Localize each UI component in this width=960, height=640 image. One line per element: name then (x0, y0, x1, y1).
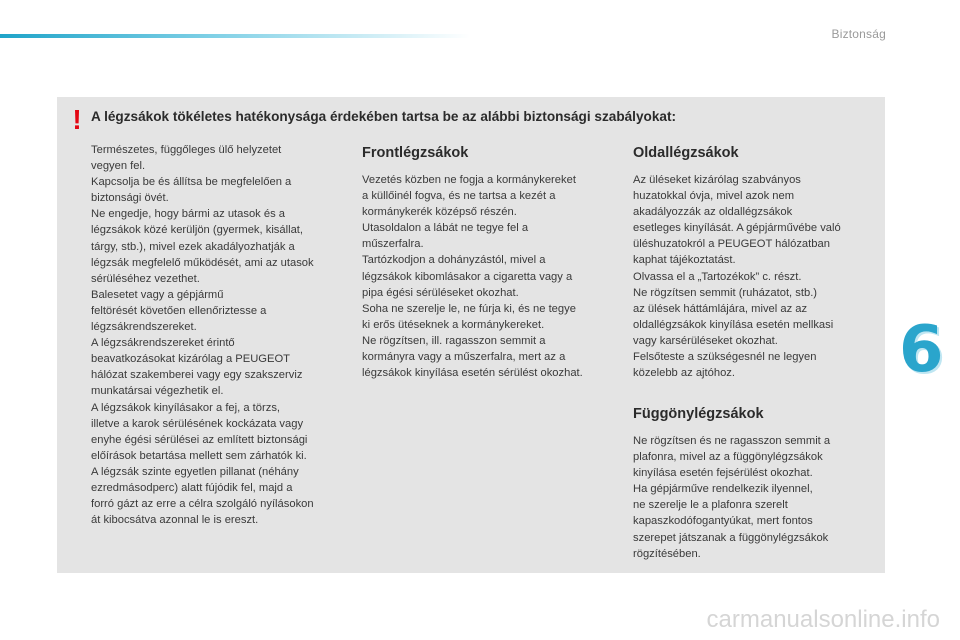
text-line: Ne engedje, hogy bármi az utasok és a (91, 208, 286, 221)
text-line: Az üléseket kizárólag szabványos (633, 174, 801, 186)
text-line: Kapcsolja be és állítsa be megfelelően a (91, 176, 292, 189)
text-line: oldallégzsákok kinyílása esetén mellkasi (633, 318, 834, 331)
text-line: sérüléséhez vezethet. (91, 272, 200, 285)
text-line: Soha ne szerelje le, ne fúrja ki, és ne tegye (362, 302, 576, 315)
curtain-airbags-section (633, 405, 873, 562)
text-line: plafonra, mivel az a függönylégzsákok (633, 451, 823, 464)
text-line: Utasoldalon a lábát ne tegye fel a (362, 222, 529, 235)
header-accent-rule (0, 34, 470, 38)
text-line: kapaszkodófogantyúkat, mert fontos (633, 515, 813, 528)
text-line: Olvassa el a „Tartozékok” c. részt. (633, 270, 802, 283)
panel-heading: A légzsákok tökéletes hatékonysága érdekében tartsa be az alábbi biztonsági szabályokat: (91, 109, 676, 124)
text-line: pipa égési sérüléseket okozhat. (362, 286, 519, 299)
text-line: légzsák megfelelő működését, ami az utasok (91, 256, 314, 269)
text-line: munkatársai végezhetik el. (91, 385, 224, 398)
text-line: Felsőteste a szükségesnél ne legyen (633, 351, 817, 364)
front-airbags-heading: Frontlégzsákok (362, 145, 469, 161)
text-line: szerepet játszanak a függönylégzsákok (633, 531, 829, 544)
text-line: beavatkozásokat kizárólag a PEUGEOT (91, 353, 290, 366)
text-line: át kibocsátva azonnal le is ereszt. (91, 514, 259, 527)
side-airbags-column (633, 142, 873, 381)
text-line: ezredmásodperc) alatt fújódik fel, majd a (91, 481, 293, 494)
chapter-number: 6 (899, 313, 944, 387)
section-title: Biztonság (831, 27, 886, 41)
side-airbags-text (633, 172, 873, 381)
text-line: A légzsákrendszereket érintő (91, 337, 235, 350)
text-line: hálózat szakemberei vagy egy szakszerviz (91, 369, 303, 382)
text-line: műszerfalra. (362, 238, 424, 251)
warning-exclamation-icon: ! (72, 104, 82, 135)
text-line: Ha gépjárműve rendelkezik ilyennel, (633, 483, 813, 496)
text-line: Balesetet vagy a gépjármű (91, 288, 224, 301)
text-line: Ne rögzítsen és ne ragasszon semmit a (633, 435, 831, 447)
text-line: Természetes, függőleges ülő helyzetet (91, 144, 282, 156)
text-line: Ne rögzítsen semmit (ruházatot, stb.) (633, 286, 818, 299)
text-line: illetve a karok sérülésének kockázata vagy (91, 417, 304, 430)
text-line: kormányra vagy a műszerfalra, mert az a (362, 351, 566, 364)
text-line: kinyílása esetén fejsérülést okozhat. (633, 467, 813, 480)
safety-panel (57, 97, 885, 573)
text-line: A légzsák szinte egyetlen pillanat (néhány (91, 465, 299, 478)
general-rules-column (91, 142, 353, 528)
text-line: biztonsági övét. (91, 192, 169, 205)
text-line: forró gázt az erre a célra szolgáló nyílásokon (91, 498, 314, 511)
text-line: ne szerelje le a plafonra szerelt (633, 499, 788, 512)
text-line: esetleges kinyílását. A gépjárművébe való (633, 222, 841, 235)
text-line: enyhe égési sérülései az említett biztonsági (91, 433, 308, 446)
text-line: A légzsákok kinyílásakor a fej, a törzs, (91, 401, 281, 414)
text-line: tárgy, stb.), mivel ezek akadályozhatják a (91, 240, 295, 253)
text-line: feltörését követően ellenőriztesse a (91, 304, 267, 317)
text-line: előírások betartása mellett sem zárhatók ki. (91, 449, 307, 462)
text-line: Tartózkodjon a dohányzástól, mivel a (362, 254, 546, 267)
text-line: akadályozzák az oldallégzsákok (633, 206, 793, 219)
text-line: kormánykerék középső részén. (362, 206, 517, 219)
text-line: ki erős ütéseknek a kormánykereket. (362, 318, 545, 331)
watermark: carmanualsonline.info (706, 606, 940, 633)
text-line: huzatokkal óvja, mivel azok nem (633, 190, 795, 203)
side-airbags-heading: Oldallégzsákok (633, 145, 739, 161)
text-line: vagy karsérüléseket okozhat. (633, 334, 778, 347)
text-line: Ne rögzítsen, ill. ragasszon semmit a (362, 334, 546, 347)
text-line: üléshuzatokról a PEUGEOT hálózatban (633, 238, 830, 251)
text-line: az ülések háttámlájára, mivel az az (633, 302, 808, 315)
front-airbags-text (362, 172, 617, 381)
text-line: vegyen fel. (91, 160, 146, 173)
text-line: kaphat tájékoztatást. (633, 254, 736, 267)
text-line: légzsákok kinyílása esetén sérülést okozhat. (362, 367, 583, 380)
text-line: a küllőinél fogva, és ne tartsa a kezét a (362, 190, 556, 203)
text-line: légzsákok kibomlásakor a cigaretta vagy a (362, 270, 573, 283)
curtain-airbags-text (633, 433, 873, 562)
text-line: légzsákok közé kerüljön (gyermek, kisállat, (91, 224, 304, 237)
text-line: közelebb az ajtóhoz. (633, 367, 735, 380)
text-line: Vezetés közben ne fogja a kormánykereket (362, 174, 576, 186)
text-line: légzsákrendszereket. (91, 321, 197, 334)
curtain-airbags-heading: Függönylégzsákok (633, 406, 764, 422)
front-airbags-column (362, 142, 617, 381)
text-line: rögzítésében. (633, 547, 701, 560)
